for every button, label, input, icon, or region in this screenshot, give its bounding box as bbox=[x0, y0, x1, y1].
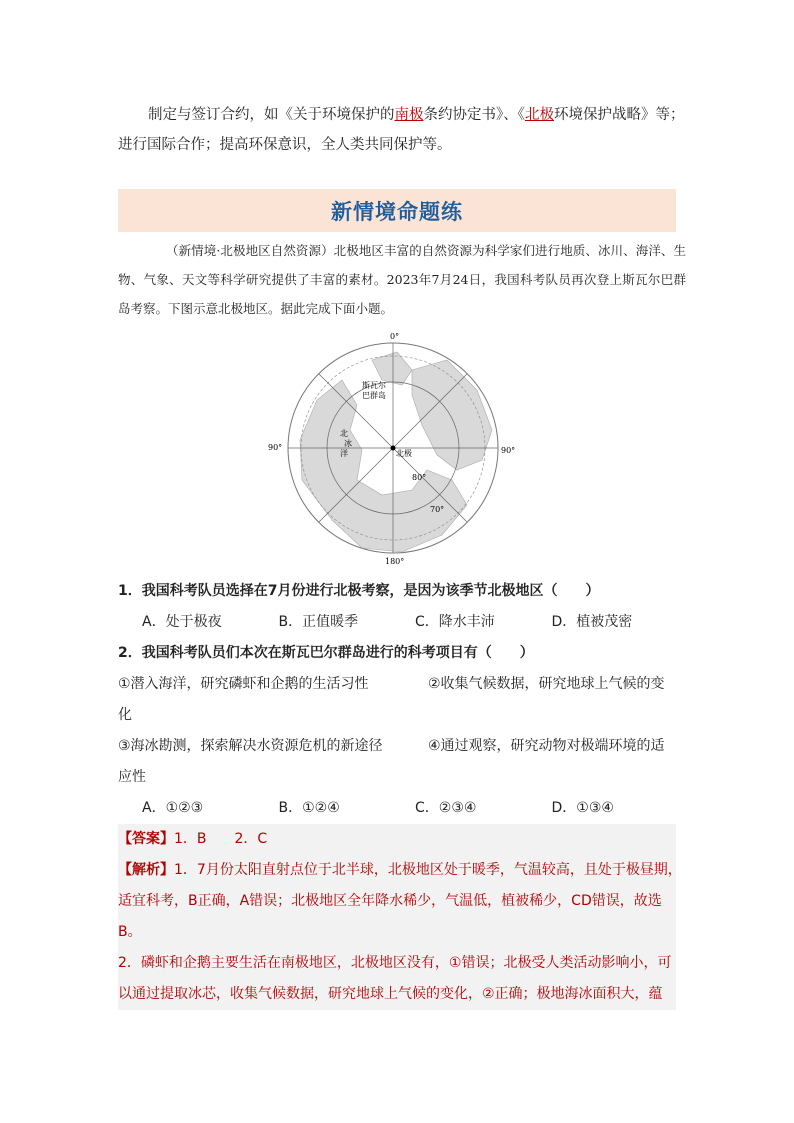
option-b[interactable]: B．①②④ bbox=[278, 800, 340, 816]
north-pole-dot bbox=[391, 446, 396, 451]
statement-2: ②收集气候数据，研究地球上气候的变 bbox=[428, 676, 665, 692]
intro-text: 制定与签订合约，如《关于环境保护的 bbox=[148, 107, 395, 123]
analysis-text-5: 以通过提取冰芯，收集气候数据，研究地球上气候的变化，②正确；极地海冰面积大，蕴 bbox=[118, 986, 663, 1002]
label-arctic-ocean-3: 洋 bbox=[340, 449, 348, 458]
question-2-stem: 2．我国科考队员们本次在斯瓦巴尔群岛进行的科考项目有（ ） bbox=[118, 645, 534, 661]
analysis-text-3: B。 bbox=[118, 924, 142, 940]
question-1-options bbox=[118, 607, 688, 638]
analysis-tag: 【解析】 bbox=[118, 862, 174, 878]
analysis-text-1: 1．7月份太阳直射点位于北半球，北极地区处于暖季，气温较高，且处于极昼期， bbox=[174, 862, 682, 878]
intro-text: 条约协定书》、《 bbox=[423, 107, 525, 123]
section-title: 新情境命题练 bbox=[331, 200, 463, 224]
statement-4-cont: 应性 bbox=[118, 769, 146, 785]
label-arctic-ocean-2: 冰 bbox=[344, 439, 352, 448]
answer-text: 1．B 2．C bbox=[174, 831, 268, 847]
option-d[interactable]: D．①③④ bbox=[551, 800, 614, 816]
question-1 bbox=[118, 576, 688, 638]
answer-section bbox=[118, 824, 688, 1010]
label-90deg-right: 90° bbox=[501, 446, 516, 455]
option-a[interactable]: A．①②③ bbox=[142, 800, 204, 816]
analysis-text-4: 2．磷虾和企鹅主要生活在南极地区，北极地区没有，①错误；北极受人类活动影响小，可 bbox=[118, 955, 672, 971]
label-svalbard-1: 斯瓦尔 bbox=[362, 381, 386, 390]
statement-3: ③海冰勘测，探索解决水资源危机的新途径 bbox=[118, 738, 383, 754]
question-1-stem: 1．我国科考队员选择在7月份进行北极考察，是因为该季节北极地区（ ） bbox=[118, 583, 600, 599]
keyword-beiji: 北极 bbox=[525, 107, 554, 123]
option-c[interactable]: C．②③④ bbox=[415, 800, 477, 816]
intro-text-line2: 进行国际合作；提高环保意识，全人类共同保护等。 bbox=[118, 137, 452, 153]
label-svalbard-2: 巴群岛 bbox=[362, 391, 386, 400]
label-0deg: 0° bbox=[390, 332, 400, 341]
label-80deg: 80° bbox=[412, 473, 427, 482]
label-north-pole: 北极 bbox=[396, 449, 412, 458]
statement-1: ①潜入海洋，研究磷虾和企鹅的生活习性 bbox=[118, 676, 369, 692]
option-d[interactable]: D．植被茂密 bbox=[551, 614, 633, 630]
keyword-nanji: 南极 bbox=[394, 107, 424, 123]
question-context bbox=[118, 236, 686, 323]
section-banner bbox=[118, 189, 676, 232]
statement-4: ④通过观察，研究动物对极端环境的适 bbox=[428, 738, 665, 754]
question-2 bbox=[118, 638, 688, 824]
option-a[interactable]: A．处于极夜 bbox=[142, 614, 222, 630]
statement-2-cont: 化 bbox=[118, 707, 132, 723]
answer-line bbox=[118, 824, 688, 855]
intro-paragraph bbox=[118, 100, 688, 160]
label-180deg: 180° bbox=[385, 557, 405, 566]
answer-tag: 【答案】 bbox=[118, 831, 174, 847]
option-c[interactable]: C．降水丰沛 bbox=[415, 614, 495, 630]
option-b[interactable]: B．正值暖季 bbox=[278, 614, 359, 630]
statement-row-2 bbox=[118, 731, 688, 762]
label-90deg-left: 90° bbox=[268, 443, 283, 452]
statement-row-1 bbox=[118, 669, 688, 700]
analysis-text-2: 适宜科考，B正确，A错误；北极地区全年降水稀少，气温低，植被稀少，CD错误，故选 bbox=[118, 893, 662, 909]
label-70deg: 70° bbox=[430, 505, 445, 514]
intro-text: 环境保护战略》等； bbox=[554, 107, 685, 123]
label-arctic-ocean-1: 北 bbox=[340, 429, 348, 438]
analysis-line-1 bbox=[118, 855, 688, 886]
context-text: （新情境·北极地区自然资源）北极地区丰富的自然资源为科学家们进行地质、冰川、海洋、生物、气象、天文等科学研究提供了丰富的素材。2023年7月24日，我国科考队员再次登上斯瓦尔巴群岛考察。下图示意北极地区。据此完成下面小题。 bbox=[118, 243, 686, 316]
arctic-map bbox=[262, 330, 524, 566]
arctic-map-svg bbox=[262, 330, 524, 566]
question-2-options bbox=[118, 793, 688, 824]
